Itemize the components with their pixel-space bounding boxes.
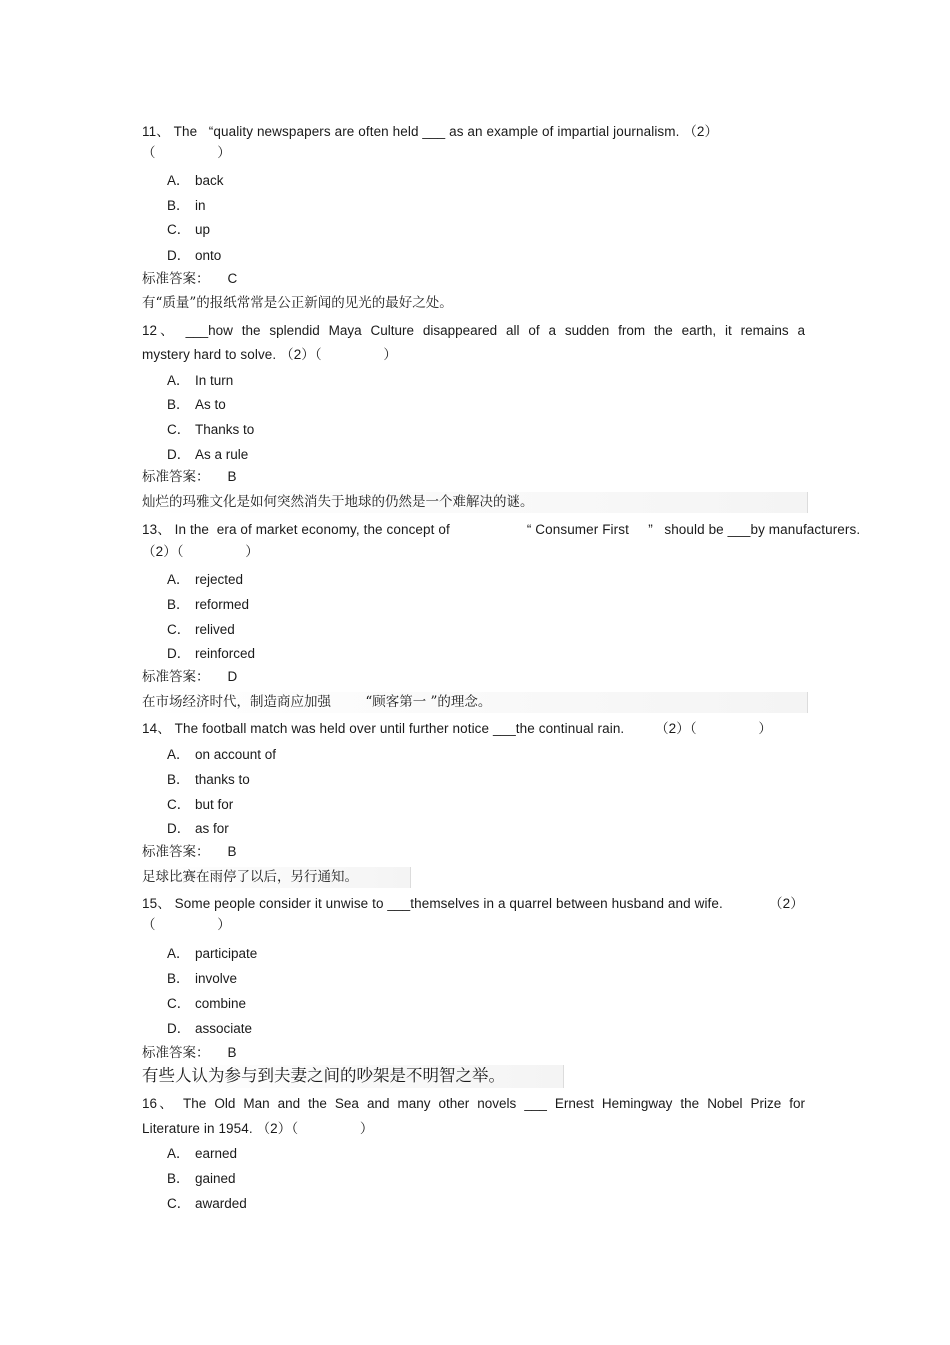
question-14-option-a — [167, 747, 276, 763]
option-letter: B． — [167, 397, 190, 412]
question-11-stem: 11、 The “quality newspapers are often held ___ as an example of impartial journalism. （2） — [142, 124, 719, 139]
option-text: relived — [195, 622, 235, 637]
question-11-explanation: 有“质量”的报纸常常是公正新闻的见光的最好之处。 — [142, 295, 453, 311]
option-text: awarded — [195, 1196, 247, 1211]
option-letter: D． — [167, 821, 191, 836]
question-12-explanation: 灿烂的玛雅文化是如何突然消失于地球的仍然是一个难解决的谜。 — [142, 492, 808, 513]
answer-label: 标准答案： — [142, 669, 210, 684]
question-13-option-d — [167, 646, 255, 662]
option-text: on account of — [195, 747, 277, 762]
answer-value: B — [227, 1045, 237, 1060]
option-text: reformed — [195, 597, 250, 612]
option-letter: B． — [167, 597, 190, 612]
option-text: associate — [195, 1021, 253, 1036]
question-14-option-d — [167, 821, 229, 837]
option-text: combine — [195, 996, 247, 1011]
option-text: earned — [195, 1146, 238, 1161]
question-16-option-b — [167, 1171, 236, 1187]
question-13-option-b — [167, 597, 249, 613]
option-letter: B． — [167, 198, 190, 213]
question-14-explanation: 足球比赛在雨停了以后，另行通知。 — [142, 867, 411, 888]
option-letter: D． — [167, 248, 191, 263]
option-letter: B． — [167, 772, 190, 787]
question-13-stem: 13、 In the era of market economy, the concept of “ Consumer First ” should be ___by manufacturers. — [142, 522, 861, 537]
question-15-explanation: 有些人认为参与到夫妻之间的吵架是不明智之举。 — [142, 1065, 564, 1088]
option-text: gained — [195, 1171, 236, 1186]
option-letter: C． — [167, 222, 191, 237]
option-text: In turn — [195, 373, 234, 388]
option-letter: B． — [167, 971, 190, 986]
question-11-stem-cont: （ ） — [142, 145, 231, 160]
option-text: as for — [195, 821, 229, 836]
question-14-stem: 14、 The football match was held over until further notice ___the continual rain. （2）（ ） — [142, 721, 772, 736]
answer-label: 标准答案： — [142, 271, 210, 286]
question-15-option-b — [167, 971, 237, 987]
question-16-stem: 16、 The Old Man and the Sea and many other novels ___ Ernest Hemingway the Nobel Prize for — [142, 1096, 805, 1111]
question-12-option-a — [167, 373, 233, 389]
option-letter: A． — [167, 173, 190, 188]
option-text: back — [195, 173, 224, 188]
option-text: As to — [195, 397, 226, 412]
option-letter: A． — [167, 373, 190, 388]
option-letter: A． — [167, 946, 190, 961]
question-11-option-a — [167, 173, 224, 189]
option-text: involve — [195, 971, 238, 986]
question-13-option-a — [167, 572, 243, 588]
option-letter: A． — [167, 1146, 190, 1161]
question-11-option-d — [167, 248, 221, 264]
option-text: onto — [195, 248, 222, 263]
option-letter: A． — [167, 747, 190, 762]
option-text: As a rule — [195, 447, 249, 462]
option-letter: C． — [167, 622, 191, 637]
option-text: thanks to — [195, 772, 250, 787]
question-13-option-c — [167, 622, 235, 638]
option-text: but for — [195, 797, 234, 812]
question-11-option-c — [167, 222, 210, 238]
answer-value: B — [227, 844, 237, 859]
question-15-stem-cont: （ ） — [142, 917, 231, 932]
answer-value: D — [227, 669, 238, 684]
option-letter: D． — [167, 646, 191, 661]
answer-value: C — [227, 271, 238, 286]
question-12-option-d — [167, 447, 248, 463]
option-letter: A． — [167, 572, 190, 587]
question-12-option-c — [167, 422, 254, 438]
option-letter: C． — [167, 1196, 191, 1211]
option-letter: D． — [167, 1021, 191, 1036]
option-text: in — [195, 198, 206, 213]
question-16-stem-cont: Literature in 1954. （2）（ ） — [142, 1121, 374, 1136]
question-15-option-c — [167, 996, 246, 1012]
question-11-answer — [142, 271, 237, 287]
question-13-answer — [142, 669, 237, 685]
answer-label: 标准答案： — [142, 1045, 210, 1060]
option-letter: D． — [167, 447, 191, 462]
question-13-explanation: 在市场经济时代，制造商应加强 “顾客第一 ”的理念。 — [142, 692, 808, 713]
question-12-stem: 12、 ___how the splendid Maya Culture disappeared all of a sudden from the earth, it remains a — [142, 323, 805, 338]
option-letter: C． — [167, 422, 191, 437]
question-14-option-c — [167, 797, 233, 813]
question-12-stem-cont: mystery hard to solve. （2）（ ） — [142, 347, 397, 362]
answer-label: 标准答案： — [142, 844, 210, 859]
option-text: reinforced — [195, 646, 256, 661]
answer-value: B — [227, 469, 237, 484]
question-16-option-c — [167, 1196, 247, 1212]
question-14-option-b — [167, 772, 250, 788]
question-11-option-b — [167, 198, 206, 214]
option-text: Thanks to — [195, 422, 255, 437]
question-15-stem: 15、 Some people consider it unwise to ___themselves in a quarrel between husband and wife. （2） — [142, 896, 804, 911]
answer-label: 标准答案： — [142, 469, 210, 484]
question-16-option-a — [167, 1146, 237, 1162]
question-15-option-a — [167, 946, 257, 962]
option-text: up — [195, 222, 211, 237]
question-12-option-b — [167, 397, 226, 413]
question-15-answer — [142, 1045, 237, 1061]
option-text: rejected — [195, 572, 244, 587]
option-letter: C． — [167, 996, 191, 1011]
question-15-option-d — [167, 1021, 252, 1037]
option-text: participate — [195, 946, 258, 961]
option-letter: C． — [167, 797, 191, 812]
question-13-stem-cont: （2）（ ） — [142, 544, 259, 559]
question-14-answer — [142, 844, 237, 860]
option-letter: B． — [167, 1171, 190, 1186]
question-12-answer — [142, 469, 237, 485]
